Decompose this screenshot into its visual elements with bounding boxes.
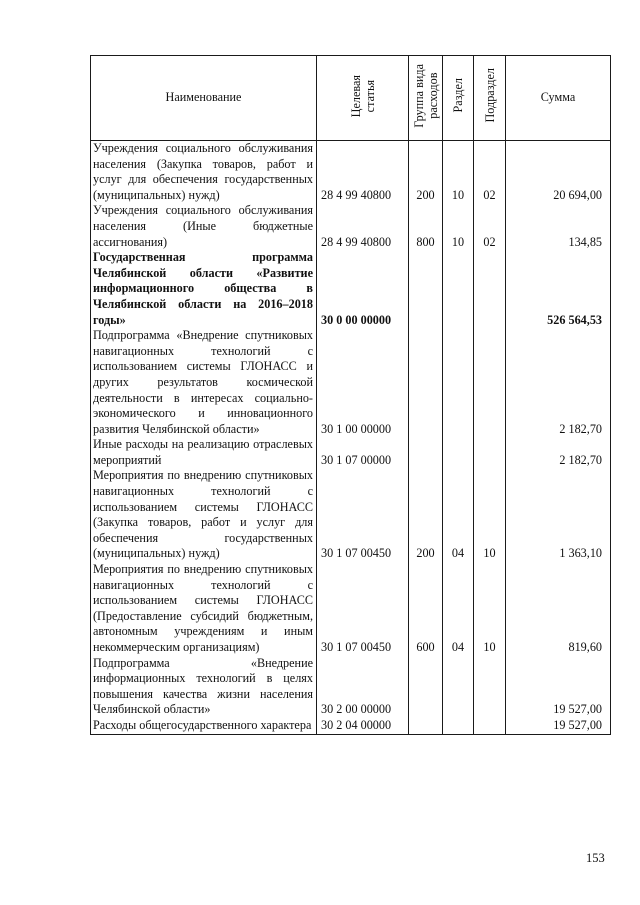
row-sum-cell: 134,85: [506, 203, 611, 250]
row-group-cell: [409, 656, 443, 718]
row-code-cell: 28 4 99 40800: [317, 141, 409, 204]
header-code: [317, 56, 409, 141]
row-code-cell: 30 2 04 00000: [317, 718, 409, 734]
row-subsection-cell: 02: [474, 203, 506, 250]
header-section: [443, 56, 474, 141]
header-sum: [506, 56, 611, 141]
header-row: [91, 56, 611, 141]
row-group-cell: 600: [409, 562, 443, 656]
row-code-cell: 30 2 00 00000: [317, 656, 409, 718]
row-section-cell: 04: [443, 468, 474, 562]
table-row: [91, 718, 611, 734]
budget-table: [90, 55, 611, 735]
row-group-cell: 200: [409, 141, 443, 204]
table-header: [91, 56, 611, 141]
header-sum-label: Сумма: [540, 90, 576, 105]
row-sum-cell: 1 363,10: [506, 468, 611, 562]
header-subsection-label: Подраздел: [482, 68, 497, 123]
header-code-label: Целевая статья: [348, 74, 377, 117]
row-group-cell: [409, 718, 443, 734]
row-name-cell: Мероприятия по внедрению спутниковых навигационных технологий с использованием системы ГЛОНАСС (Предоставление субсидий бюджетным, автономным учреждениям и иным некоммерческим организациям): [91, 562, 317, 656]
row-section-cell: 04: [443, 562, 474, 656]
table-row: [91, 250, 611, 328]
row-sum-cell: 20 694,00: [506, 141, 611, 204]
row-group-cell: [409, 437, 443, 468]
row-subsection-cell: [474, 328, 506, 437]
row-code-cell: 30 1 07 00000: [317, 437, 409, 468]
table-body: [91, 141, 611, 735]
row-subsection-cell: [474, 656, 506, 718]
row-name-cell: Мероприятия по внедрению спутниковых навигационных технологий с использованием системы ГЛОНАСС (Закупка товаров, работ и услуг для обеспечения государственных (муниципальных) нужд): [91, 468, 317, 562]
row-subsection-cell: [474, 718, 506, 734]
header-group-label: Группа вида расходов: [411, 63, 440, 128]
row-sum-cell: 19 527,00: [506, 718, 611, 734]
row-group-cell: 800: [409, 203, 443, 250]
table-row: [91, 437, 611, 468]
row-section-cell: [443, 718, 474, 734]
table-row: [91, 468, 611, 562]
table-row: [91, 141, 611, 204]
row-code-cell: 30 1 00 00000: [317, 328, 409, 437]
row-group-cell: 200: [409, 468, 443, 562]
row-subsection-cell: [474, 437, 506, 468]
header-name-label: Наименование: [165, 90, 242, 105]
header-group: [409, 56, 443, 141]
row-code-cell: 28 4 99 40800: [317, 203, 409, 250]
header-subsection: [474, 56, 506, 141]
row-name-cell: Подпрограмма «Внедрение информационных технологий в целях повышения качества жизни населения Челябинской области»: [91, 656, 317, 718]
row-name-cell: Подпрограмма «Внедрение спутниковых навигационных технологий с использованием системы ГЛОНАСС и других результатов космической деятельности в интересах социально-экономического и инновационного развития Челябинской области»: [91, 328, 317, 437]
header-section-label: Раздел: [451, 78, 465, 113]
row-code-cell: 30 1 07 00450: [317, 468, 409, 562]
row-section-cell: [443, 250, 474, 328]
row-name-cell: Иные расходы на реализацию отраслевых мероприятий: [91, 437, 317, 468]
row-sum-cell: 2 182,70: [506, 328, 611, 437]
row-section-cell: [443, 437, 474, 468]
row-section-cell: [443, 328, 474, 437]
row-sum-cell: 526 564,53: [506, 250, 611, 328]
row-name-cell: Учреждения социального обслуживания населения (Иные бюджетные ассигнования): [91, 203, 317, 250]
table-row: [91, 562, 611, 656]
row-name-cell: Учреждения социального обслуживания населения (Закупка товаров, работ и услуг для обеспечения государственных (муниципальных) нужд): [91, 141, 317, 204]
row-subsection-cell: 10: [474, 562, 506, 656]
row-subsection-cell: [474, 250, 506, 328]
row-subsection-cell: 10: [474, 468, 506, 562]
header-name: [91, 56, 317, 141]
row-code-cell: 30 1 07 00450: [317, 562, 409, 656]
row-sum-cell: 19 527,00: [506, 656, 611, 718]
row-section-cell: 10: [443, 141, 474, 204]
row-subsection-cell: 02: [474, 141, 506, 204]
row-sum-cell: 819,60: [506, 562, 611, 656]
row-group-cell: [409, 328, 443, 437]
table-row: [91, 656, 611, 718]
row-section-cell: [443, 656, 474, 718]
row-name-cell: Расходы общегосударственного характера: [91, 718, 317, 734]
row-section-cell: 10: [443, 203, 474, 250]
row-group-cell: [409, 250, 443, 328]
row-sum-cell: 2 182,70: [506, 437, 611, 468]
row-name-cell: Государственная программа Челябинской области «Развитие информационного общества в Челябинской области на 2016–2018 годы»: [91, 250, 317, 328]
table-row: [91, 203, 611, 250]
table-row: [91, 328, 611, 437]
page-number: 153: [586, 851, 605, 865]
row-code-cell: 30 0 00 00000: [317, 250, 409, 328]
